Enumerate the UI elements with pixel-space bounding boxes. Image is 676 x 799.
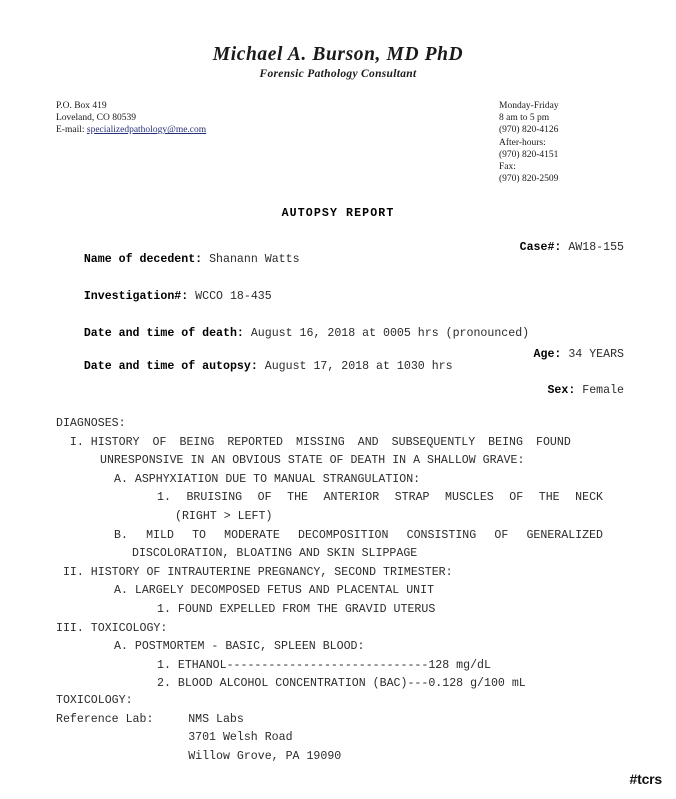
date-of-autopsy-value: August 17, 2018 at 1030 hrs	[257, 360, 453, 373]
diagnosis-2-numeral: II.	[56, 565, 91, 579]
toxicology-heading: TOXICOLOGY:	[56, 694, 133, 707]
date-of-death-value: August 16, 2018 at 0005 hrs (pronounced)	[243, 327, 530, 340]
city-state-zip-line: Loveland, CO 80539	[56, 113, 136, 124]
decedent-name-label: Name of decedent:	[83, 253, 203, 266]
diagnosis-3-text: TOXICOLOGY:	[90, 621, 168, 635]
diagnosis-item-1	[56, 434, 624, 453]
diagnosis-item-3	[56, 620, 624, 639]
toxicology-result-ethanol: 1. ETHANOL-----------------------------128 mg/dL	[157, 658, 491, 672]
diagnosis-1a: A. ASPHYXIATION DUE TO MANUAL STRANGULATION:	[114, 472, 421, 486]
diagnosis-1b-continuation: DISCOLORATION, BLOATING AND SKIN SLIPPAGE	[132, 547, 418, 561]
diagnosis-1a1	[56, 489, 624, 508]
reference-lab-address-1: 3701 Welsh Road	[56, 731, 293, 745]
decedent-name-value: Shanann Watts	[202, 253, 300, 266]
office-hours-block	[499, 100, 559, 185]
sex-group	[547, 385, 624, 397]
diagnosis-3-numeral: III.	[56, 621, 91, 635]
diagnoses-heading: DIAGNOSES:	[56, 417, 126, 430]
diagnosis-1b	[56, 527, 624, 546]
practitioner-subtitle: Forensic Pathology Consultant	[259, 68, 417, 81]
sex-value: Female	[575, 384, 624, 397]
case-number-label: Case#:	[519, 241, 562, 254]
after-hours-phone: (970) 820-4151	[499, 149, 559, 160]
diagnosis-1a1-continuation: (RIGHT > LEFT)	[175, 509, 273, 523]
report-title: AUTOPSY REPORT	[281, 207, 395, 220]
date-of-death-label: Date and time of death:	[83, 327, 244, 340]
email-label: E-mail:	[56, 125, 87, 136]
diagnosis-item-2	[56, 564, 624, 583]
field-row-date-of-death	[56, 316, 624, 352]
toxicology-reference-section	[56, 692, 341, 766]
age-group	[534, 349, 624, 361]
email-line	[56, 124, 206, 136]
office-hours: 8 am to 5 pm	[499, 113, 550, 124]
email-link[interactable]: specializedpathology@me.com	[86, 125, 207, 136]
investigation-value: WCCO 18-435	[188, 290, 272, 303]
reference-lab-address-2: Willow Grove, PA 19090	[56, 749, 342, 763]
age-value: 34 YEARS	[561, 348, 624, 361]
diagnoses-section	[56, 415, 624, 694]
diagnosis-1-continuation: UNRESPONSIVE IN AN OBVIOUS STATE OF DEATH IN A SHALLOW GRAVE:	[100, 454, 525, 468]
diagnosis-2a1: 1. FOUND EXPELLED FROM THE GRAVID UTERUS	[157, 602, 436, 616]
office-days: Monday-Friday	[499, 101, 559, 111]
after-hours-label: After-hours:	[499, 137, 546, 148]
case-number-value: AW18-155	[561, 241, 624, 254]
diagnosis-3a: A. POSTMORTEM - BASIC, SPLEEN BLOOD:	[114, 640, 365, 654]
field-row-investigation	[56, 279, 624, 315]
fax-phone: (970) 820-2509	[499, 174, 559, 185]
case-number-group	[520, 242, 624, 254]
diagnosis-1b-text: B. MILD TO MODERATE DECOMPOSITION CONSISTING OF GENERALIZED	[114, 528, 603, 542]
po-box-line: P.O. Box 419	[56, 101, 107, 111]
diagnosis-1-numeral: I.	[56, 435, 91, 449]
date-of-autopsy-label: Date and time of autopsy:	[83, 360, 258, 373]
diagnosis-2a: A. LARGELY DECOMPOSED FETUS AND PLACENTAL UNIT	[114, 584, 435, 598]
age-label: Age:	[533, 348, 562, 361]
diagnosis-2-text: HISTORY OF INTRAUTERINE PREGNANCY, SECOND TRIMESTER:	[90, 565, 453, 579]
diagnosis-1-text: HISTORY OF BEING REPORTED MISSING AND SUBSEQUENTLY BEING FOUND	[90, 435, 571, 449]
watermark: #tcrs	[629, 771, 662, 787]
sex-label: Sex:	[547, 384, 576, 397]
letterhead	[0, 44, 676, 80]
toxicology-result-bac: 2. BLOOD ALCOHOL CONCENTRATION (BAC)---0.128 g/100 mL	[157, 677, 526, 691]
investigation-label: Investigation#:	[83, 290, 189, 303]
diagnosis-1a1-text: 1. BRUISING OF THE ANTERIOR STRAP MUSCLES OF THE NECK	[157, 491, 603, 505]
contact-address-block	[56, 100, 206, 137]
fax-label: Fax:	[499, 162, 516, 173]
practitioner-name: Michael A. Burson, MD PhD	[212, 44, 464, 65]
office-phone: (970) 820-4126	[499, 125, 559, 136]
reference-lab-line: Reference Lab: NMS Labs	[56, 712, 244, 726]
